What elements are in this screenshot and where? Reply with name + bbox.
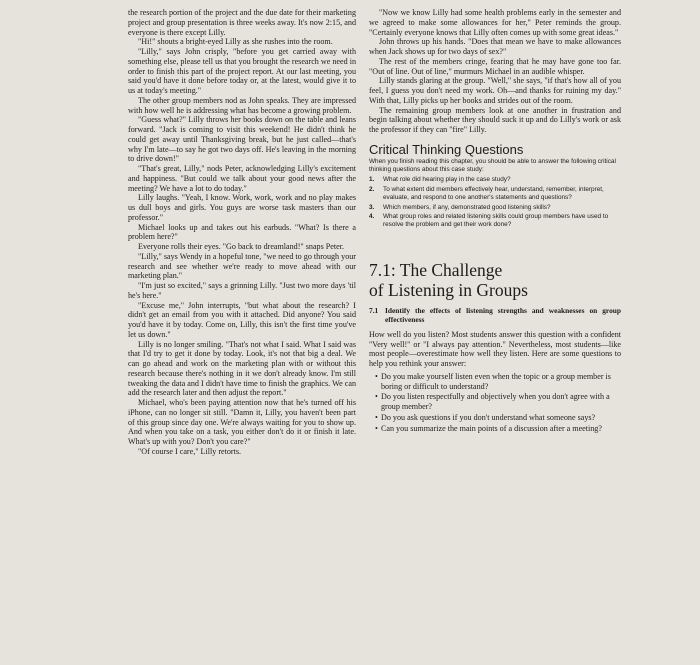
left-paragraph: Lilly laughs. "Yeah, I know. Work, work, work and no play makes us dull boys and girls. You guys are worse task masters than our professor." [128, 193, 356, 222]
critical-thinking-intro: When you finish reading this chapter, you should be able to answer the following critical thinking questions about this case study: [369, 157, 616, 173]
list-item [369, 413, 621, 423]
question-number: 2. [369, 185, 375, 193]
list-item-text: Do you ask questions if you don't understand what someone says? [381, 412, 596, 422]
section-body: How well do you listen? Most students answer this question with a confident "Very well!" or "I always pay attention." Nevertheless, most students—like most people—overestimate how well they listen. Here are some questions to help you rethink your answer: [369, 329, 621, 368]
right-paragraph: "Now we know Lilly had some health problems early in the semester and we agreed to make some allowances for her," Peter reminds the group. "Certainly everyone knows that Lilly often comes up with some great ideas." [369, 8, 621, 37]
question-number: 3. [369, 203, 375, 211]
left-paragraph: Michael, who's been paying attention now that he's turned off his iPhone, can no longer sit still. "Damn it, Lilly, you haven't been part of this group since day one. We're always waiting for you to show up. And when you take on a task, you either don't do it or finish it late. What's up with you? Don't you care?" [128, 398, 356, 446]
right-paragraph: The rest of the members cringe, fearing that he may have gone too far. "Out of line. Out of line," murmurs Michael in an audible whisper. [369, 56, 621, 76]
section-title-line: of Listening in Groups [369, 279, 528, 300]
left-paragraph: "Guess what?" Lilly throws her books down on the table and leans forward. "Jack is coming to visit this weekend! He didn't think he could get away until Thanksgiving break, but he just called—that's why I'm late—to say he got two days off. He's leaving in the morning to drive down!" [128, 115, 356, 164]
left-paragraph: "Lilly," says Wendy in a hopeful tone, "we need to go through your research and see whether we're ready to move ahead with our marketing plan." [128, 251, 356, 281]
question-item [369, 204, 621, 212]
right-column [369, 8, 621, 434]
question-text: To what extent did members effectively hear, understand, remember, interpret, evaluate, and respond to one another's statements and questions? [383, 185, 604, 202]
left-paragraph: "Of course I care," Lilly retorts. [138, 446, 242, 456]
right-paragraph: Lilly stands glaring at the group. "Well," she says, "if that's how all of you feel, I guess you don't need my work. Oh—and thanks for ruining my day." With that, Lilly picks up her books and strides out of the room. [369, 76, 621, 105]
list-item-text: Can you summarize the main points of a discussion after a meeting? [381, 423, 602, 433]
list-item [369, 392, 621, 412]
section-title-line: 7.1: The Challenge [369, 259, 503, 280]
question-number: 1. [369, 176, 375, 184]
critical-thinking-questions [369, 176, 621, 229]
left-paragraph: Lilly is no longer smiling. "That's not what I said. What I said was that I'd try to get it done by today. Look, it's not that big a deal. We can go ahead and work on the marketing plan with or without this research because there's nothing in it we don't already know. I'm still tweaking the data and I didn't have time to finish the graphics. We can add the research later and then adjust the report." [128, 339, 356, 398]
question-item [369, 186, 621, 203]
left-paragraph: "Excuse me," John interrupts, "but what about the research? I didn't get an email from you with it attached. Did anyone? You said you'd have it by today. Come on, Lilly, this isn't the first time you've let us down." [128, 300, 356, 339]
critical-thinking-heading: Critical Thinking Questions [369, 141, 524, 157]
right-paragraph: The remaining group members look at one another in frustration and begin talking about whether they should suck it up and do Lilly's work or ask the professor if they can "fire" Lilly. [369, 105, 621, 134]
question-item [369, 213, 621, 230]
list-item [369, 424, 621, 434]
question-item [369, 176, 621, 184]
learning-objective [369, 306, 621, 324]
right-paragraph: John throws up his hands. "Does that mean we have to make allowances when Jack shows up for two days of sex?" [369, 37, 621, 56]
left-paragraph: "That's great, Lilly," nods Peter, acknowledging Lilly's excitement and happiness. "But could we talk about your good news after the meeting? We have a lot to do today." [128, 164, 356, 193]
left-paragraph: "I'm just so excited," says a grinning Lilly. "Just two more days 'til he's here." [128, 281, 356, 300]
left-paragraph: Everyone rolls their eyes. "Go back to dreamland!" snaps Peter. [138, 242, 344, 251]
left-column [128, 8, 356, 457]
bullet-icon: • [375, 392, 378, 402]
left-paragraph: The other group members nod as John speaks. They are impressed with how well he is addressing what has become a growing problem. [128, 95, 356, 115]
bullet-icon: • [375, 423, 378, 433]
left-paragraph: the research portion of the project and the due date for their marketing project and group presentation is three weeks away. It's now 2:15, and everyone is there except Lilly. [128, 8, 356, 37]
objective-number: 7.1 [369, 305, 379, 315]
list-item [369, 372, 621, 392]
bullet-icon: • [375, 412, 378, 422]
self-check-list [369, 372, 621, 434]
question-text: What group roles and related listening skills could group members have used to resolve the problem and get their work done? [383, 212, 609, 229]
left-paragraph: Michael looks up and takes out his earbuds. "What? Is there a problem here?" [128, 222, 356, 242]
question-text: Which members, if any, demonstrated good listening skills? [383, 203, 551, 211]
question-text: What role did hearing play in the case study? [383, 176, 511, 184]
bullet-icon: • [375, 371, 378, 381]
left-paragraph: "Lilly," says John crisply, "before you get carried away with something else, please tell us that you brought the research we need in order to finish this part of the project report. At our last meeting, you said you'd have it done before today or, at the latest, would give it to us at today's meeting." [128, 47, 356, 95]
section-title [369, 260, 621, 300]
question-number: 4. [369, 212, 375, 220]
left-paragraph: "Hi!" shouts a bright-eyed Lilly as she rushes into the room. [138, 37, 333, 47]
objective-text: Identify the effects of listening strengths and weaknesses on group effectiveness [385, 305, 621, 324]
list-item-text: Do you listen respectfully and objectively when you don't agree with a group member? [381, 392, 610, 411]
list-item-text: Do you make yourself listen even when the topic or a group member is boring or difficult to understand? [381, 371, 611, 391]
